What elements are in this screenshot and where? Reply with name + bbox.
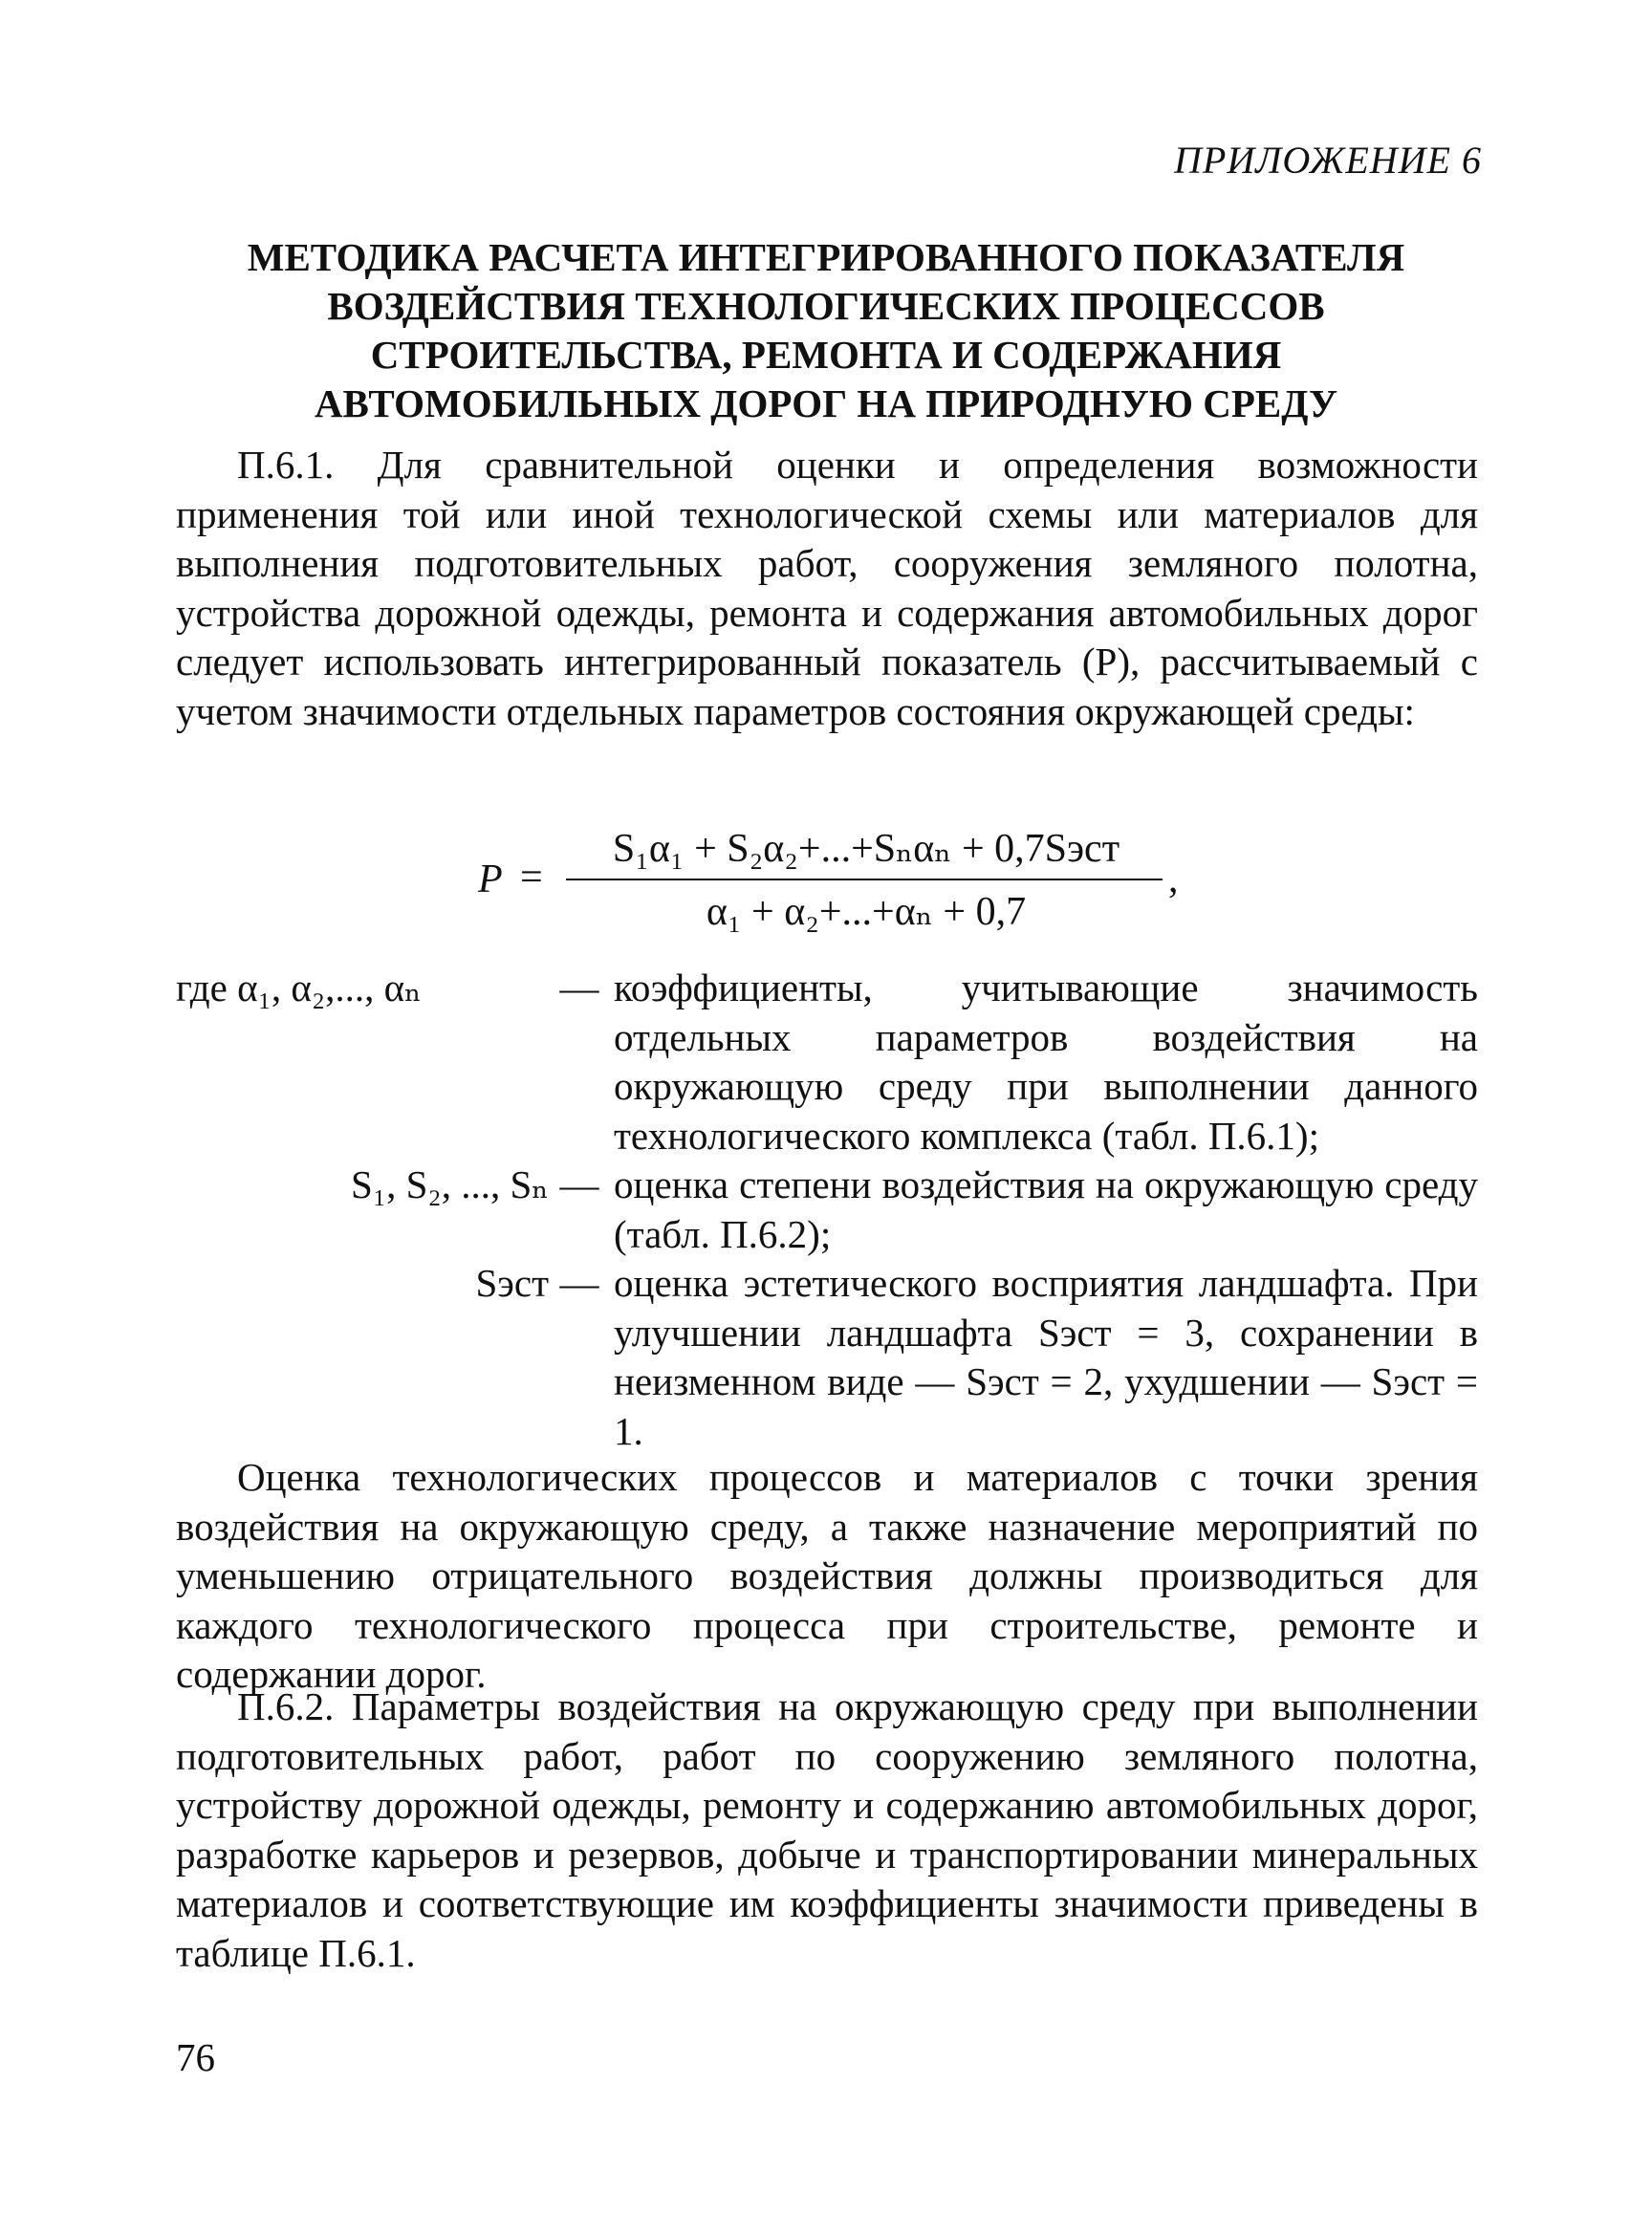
definition-dash: — <box>559 1261 599 1305</box>
formula-equals: = <box>520 856 543 900</box>
definition-desc: оценка степени воздействия на окружающую среду (табл. П.6.2); <box>614 1162 1478 1256</box>
fraction-bar <box>566 879 1163 880</box>
appendix-label: ПРИЛОЖЕНИЕ 6 <box>1174 139 1482 182</box>
where-word: где <box>176 966 228 1009</box>
title-line: СТРОИТЕЛЬСТВА, РЕМОНТА И СОДЕРЖАНИЯ <box>370 333 1282 377</box>
formula-comma: , <box>1168 857 1179 901</box>
formula-denominator: α₁ + α₂+...+αₙ + 0,7 <box>706 890 1027 934</box>
definition-term: Sэст <box>475 1261 549 1305</box>
paragraph-p6-2: П.6.2. Параметры воздействия на окружающую среду при выполнении подготовительных работ, работ по сооружению земляного полотна, устройству дорожной одежды, ремонту и содержанию автомобильных дорог, разработке карьеров и резервов, добыче и транспортировании минеральных материалов и соответствующие им коэффициенты значимости приведены в таблице П.6.1. <box>176 1684 1478 1975</box>
variable-definitions <box>176 964 1478 1456</box>
definition-row <box>176 1161 1478 1259</box>
integrated-index-formula <box>478 824 1205 934</box>
paragraph-p6-1: П.6.1. Для сравнительной оценки и определения возможности применения той или иной технологической схемы или материалов для выполнения подготовительных работ, сооружения земляного полотна, устройства дорожной одежды, ремонта и содержания автомобильных дорог следует использовать интегрированный показатель (Р), рассчитываемый с учетом значимости отдельных параметров состояния окружающей среды: <box>176 443 1478 733</box>
formula-numerator: S₁α₁ + S₂α₂+...+Sₙαₙ + 0,7Sэст <box>612 827 1120 871</box>
section-title <box>172 233 1480 428</box>
definition-row <box>176 964 1478 1161</box>
definition-term <box>176 964 558 1013</box>
title-line: ВОЗДЕЙСТВИЯ ТЕХНОЛОГИЧЕСКИХ ПРОЦЕССОВ <box>327 284 1325 328</box>
formula-lhs: P <box>478 857 503 901</box>
title-line: АВТОМОБИЛЬНЫХ ДОРОГ НА ПРИРОДНУЮ СРЕДУ <box>314 381 1338 425</box>
definition-desc: оценка эстетического восприятия ландшафта. При улучшении ландшафта Sэст = 3, сохранении в неизменном виде — Sэст = 2, ухудшении — Sэст = 1. <box>614 1261 1478 1453</box>
definition-desc: коэффициенты, учитывающие значимость отдельных параметров воздействия на окружающую среду при выполнении данного технологического комплекса (табл. П.6.1); <box>614 966 1478 1158</box>
definition-dash: — <box>559 1162 599 1206</box>
definition-term: S₁, S₂, ..., Sₙ <box>351 1162 549 1206</box>
paragraph-assessment: Оценка технологических процессов и материалов с точки зрения воздействия на окружающую среду, а также назначение мероприятий по уменьшению отрицательного воздействия должны производиться для каждого технологического процесса при строительстве, ремонте и содержании дорог. <box>176 1455 1478 1696</box>
title-line: МЕТОДИКА РАСЧЕТА ИНТЕГРИРОВАННОГО ПОКАЗАТЕЛЯ <box>247 235 1405 279</box>
page-number: 76 <box>176 2035 215 2079</box>
definition-dash: — <box>559 966 599 1009</box>
definition-row <box>176 1259 1478 1456</box>
term-alpha: α₁, α₂,..., αₙ <box>237 966 422 1009</box>
